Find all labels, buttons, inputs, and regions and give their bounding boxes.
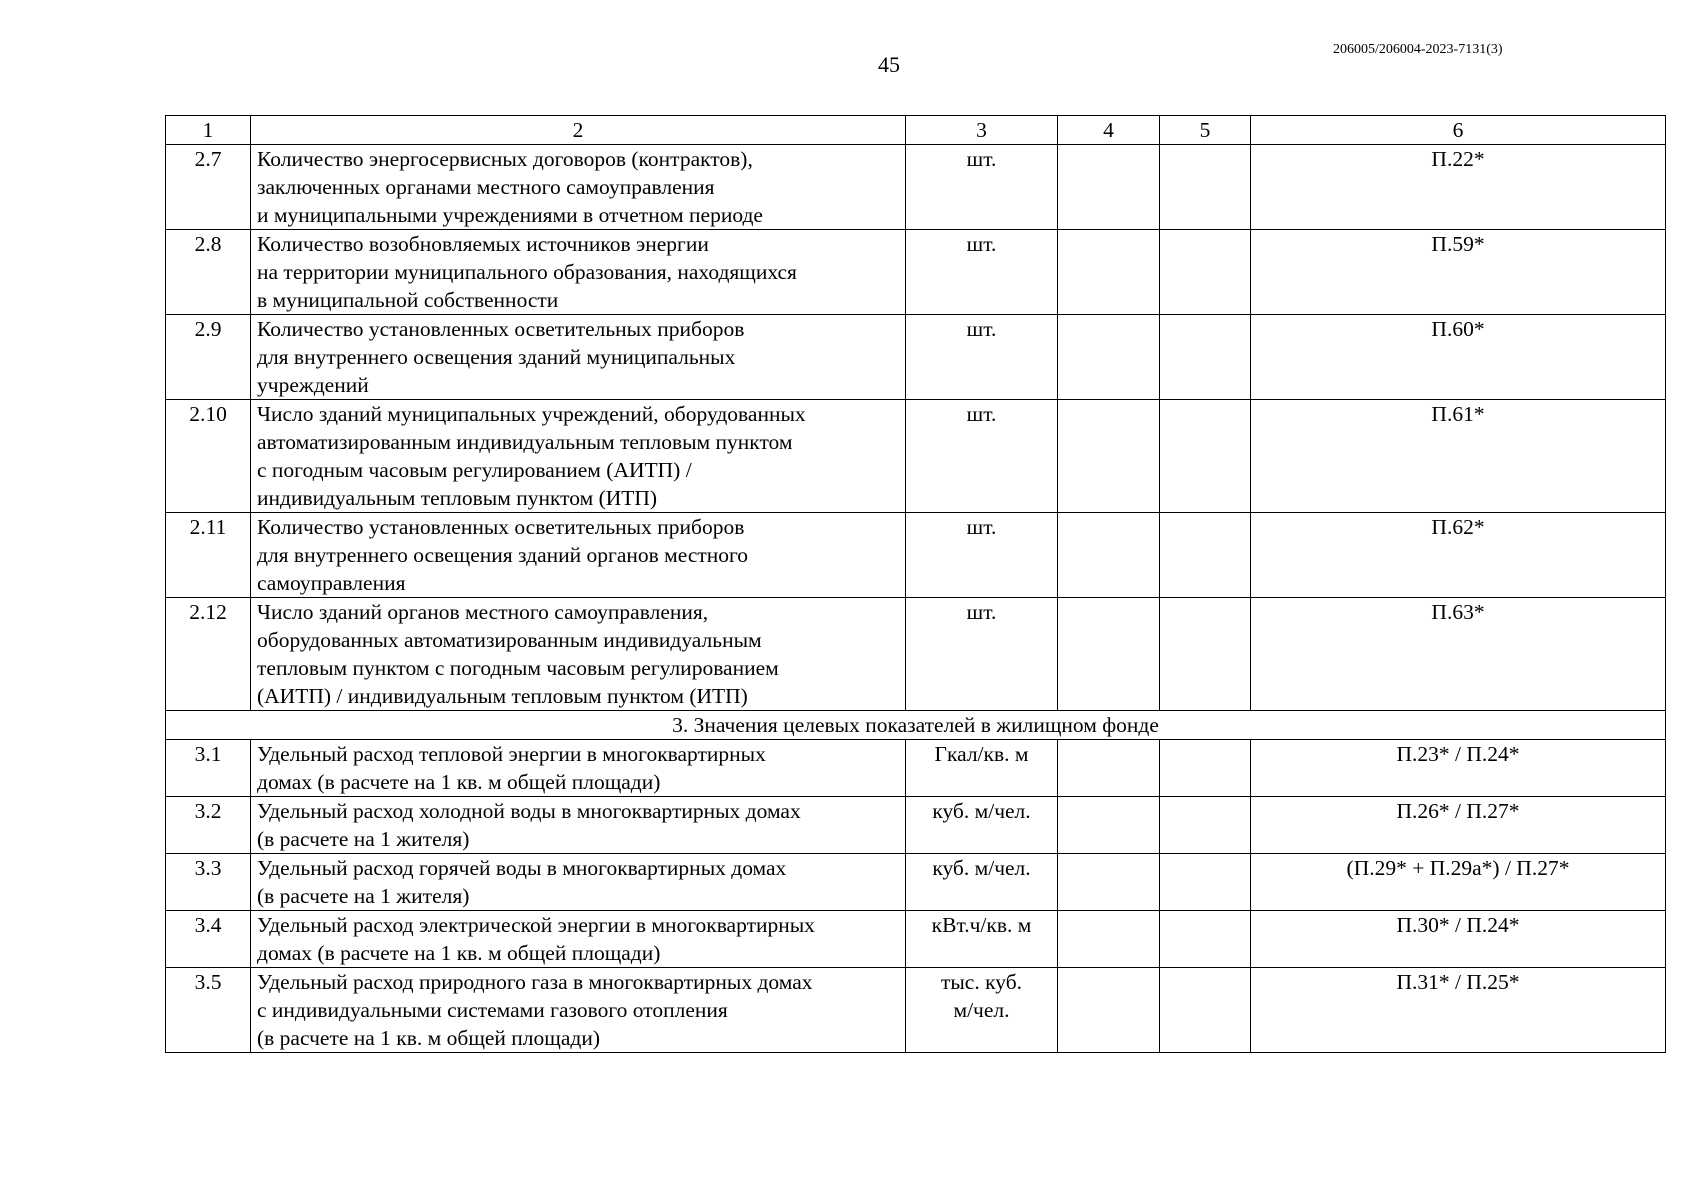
indicator-name-line: самоуправления: [257, 571, 406, 595]
value-cell-col4: [1058, 598, 1160, 711]
formula-cell: П.22*: [1251, 145, 1666, 230]
indicator-name-line: Число зданий органов местного самоуправления,: [257, 600, 709, 624]
section-heading-row: [166, 711, 1666, 740]
table-row: [166, 854, 1666, 911]
indicator-name-line: оборудованных автоматизированным индивидуальным: [257, 628, 762, 652]
unit-cell: [906, 968, 1058, 1053]
value-cell-col4: [1058, 968, 1160, 1053]
indicator-name-cell: [251, 740, 906, 797]
formula-cell: П.63*: [1251, 598, 1666, 711]
table-row: [166, 145, 1666, 230]
value-cell-col4: [1058, 797, 1160, 854]
value-cell-col5: [1160, 911, 1251, 968]
indicator-name-line: автоматизированным индивидуальным тепловым пунктом: [257, 430, 793, 454]
formula-cell: П.60*: [1251, 315, 1666, 400]
value-cell-col4: [1058, 400, 1160, 513]
indicator-name-line: Удельный расход тепловой энергии в многоквартирных: [257, 742, 766, 766]
unit-line: кВт.ч/кв. м: [931, 913, 1032, 937]
column-number-3: 3: [906, 116, 1058, 145]
value-cell-col4: [1058, 740, 1160, 797]
indicator-name-line: (в расчете на 1 кв. м общей площади): [257, 1026, 600, 1050]
indicator-name-line: в муниципальной собственности: [257, 288, 559, 312]
value-cell-col5: [1160, 740, 1251, 797]
indicator-name-line: Количество энергосервисных договоров (контрактов),: [257, 147, 753, 171]
column-number-2: 2: [251, 116, 906, 145]
indicator-name-cell: [251, 598, 906, 711]
table-row: [166, 315, 1666, 400]
indicator-name-line: для внутреннего освещения зданий органов местного: [257, 543, 749, 567]
table-row: [166, 797, 1666, 854]
value-cell-col5: [1160, 230, 1251, 315]
row-number-cell: 2.7: [166, 145, 251, 230]
row-number-cell: 3.5: [166, 968, 251, 1053]
indicator-name-line: Количество возобновляемых источников энергии: [257, 232, 709, 256]
unit-cell: [906, 145, 1058, 230]
indicator-name-line: с погодным часовым регулированием (АИТП) /: [257, 458, 692, 482]
indicator-name-line: (в расчете на 1 жителя): [257, 827, 470, 851]
unit-line: Гкал/кв. м: [934, 742, 1029, 766]
document-id: 206005/206004-2023-7131(3): [1333, 42, 1503, 57]
indicator-name-line: индивидуальным тепловым пунктом (ИТП): [257, 486, 658, 510]
indicator-name-line: тепловым пунктом с погодным часовым регулированием: [257, 656, 779, 680]
indicator-name-line: Удельный расход электрической энергии в многоквартирных: [257, 913, 815, 937]
table-row: [166, 400, 1666, 513]
value-cell-col5: [1160, 598, 1251, 711]
indicator-name-line: и муниципальными учреждениями в отчетном периоде: [257, 203, 763, 227]
unit-cell: [906, 315, 1058, 400]
value-cell-col5: [1160, 400, 1251, 513]
table-row: [166, 513, 1666, 598]
table-row: [166, 968, 1666, 1053]
formula-cell: П.61*: [1251, 400, 1666, 513]
indicator-name-line: (АИТП) / индивидуальным тепловым пунктом (ИТП): [257, 684, 748, 708]
indicator-name-cell: [251, 911, 906, 968]
indicator-name-line: Удельный расход природного газа в многоквартирных домах: [257, 970, 813, 994]
unit-line: шт.: [966, 317, 997, 341]
formula-cell: П.23* / П.24*: [1251, 740, 1666, 797]
indicator-name-line: Удельный расход холодной воды в многоквартирных домах: [257, 799, 801, 823]
formula-cell: П.30* / П.24*: [1251, 911, 1666, 968]
value-cell-col4: [1058, 911, 1160, 968]
unit-line: шт.: [966, 515, 997, 539]
indicator-name-cell: [251, 854, 906, 911]
value-cell-col5: [1160, 315, 1251, 400]
indicator-name-cell: [251, 797, 906, 854]
row-number-cell: 2.8: [166, 230, 251, 315]
indicator-name-line: (в расчете на 1 жителя): [257, 884, 470, 908]
row-number-cell: 2.12: [166, 598, 251, 711]
value-cell-col4: [1058, 230, 1160, 315]
unit-line: куб. м/чел.: [932, 856, 1031, 880]
row-number-cell: 3.4: [166, 911, 251, 968]
section-heading: 3. Значения целевых показателей в жилищном фонде: [166, 711, 1666, 740]
value-cell-col4: [1058, 145, 1160, 230]
value-cell-col5: [1160, 968, 1251, 1053]
formula-cell: П.62*: [1251, 513, 1666, 598]
row-number-cell: 2.9: [166, 315, 251, 400]
row-number-cell: 3.2: [166, 797, 251, 854]
column-number-row: [166, 116, 1666, 145]
unit-line: тыс. куб.: [940, 970, 1023, 994]
unit-line: шт.: [966, 232, 997, 256]
value-cell-col4: [1058, 315, 1160, 400]
indicator-name-line: заключенных органами местного самоуправления: [257, 175, 715, 199]
indicator-name-line: Количество установленных осветительных приборов: [257, 317, 745, 341]
indicator-name-line: домах (в расчете на 1 кв. м общей площади): [257, 770, 661, 794]
unit-line: шт.: [966, 600, 997, 624]
indicator-name-line: Удельный расход горячей воды в многоквартирных домах: [257, 856, 787, 880]
unit-line: шт.: [966, 147, 997, 171]
column-number-5: 5: [1160, 116, 1251, 145]
indicator-name-cell: [251, 513, 906, 598]
unit-line: шт.: [966, 402, 997, 426]
indicator-name-line: домах (в расчете на 1 кв. м общей площади): [257, 941, 661, 965]
value-cell-col5: [1160, 513, 1251, 598]
row-number-cell: 2.11: [166, 513, 251, 598]
formula-cell: (П.29* + П.29а*) / П.27*: [1251, 854, 1666, 911]
indicator-name-line: учреждений: [257, 373, 369, 397]
value-cell-col5: [1160, 145, 1251, 230]
row-number-cell: 3.3: [166, 854, 251, 911]
table-row: [166, 230, 1666, 315]
indicator-name-cell: [251, 400, 906, 513]
unit-cell: [906, 854, 1058, 911]
value-cell-col5: [1160, 797, 1251, 854]
unit-cell: [906, 740, 1058, 797]
unit-line: куб. м/чел.: [932, 799, 1031, 823]
indicator-name-cell: [251, 230, 906, 315]
column-number-4: 4: [1058, 116, 1160, 145]
unit-cell: [906, 797, 1058, 854]
indicator-name-cell: [251, 315, 906, 400]
indicators-table: [165, 115, 1666, 1053]
value-cell-col5: [1160, 854, 1251, 911]
unit-cell: [906, 400, 1058, 513]
indicator-name-cell: [251, 968, 906, 1053]
indicator-name-line: Число зданий муниципальных учреждений, оборудованных: [257, 402, 806, 426]
table-row: [166, 598, 1666, 711]
row-number-cell: 2.10: [166, 400, 251, 513]
indicator-name-line: с индивидуальными системами газового отопления: [257, 998, 728, 1022]
formula-cell: П.26* / П.27*: [1251, 797, 1666, 854]
page-number: 45: [878, 52, 900, 77]
column-number-6: 6: [1251, 116, 1666, 145]
row-number-cell: 3.1: [166, 740, 251, 797]
table-row: [166, 740, 1666, 797]
value-cell-col4: [1058, 513, 1160, 598]
indicator-name-line: для внутреннего освещения зданий муниципальных: [257, 345, 736, 369]
unit-cell: [906, 598, 1058, 711]
indicator-name-line: на территории муниципального образования, находящихся: [257, 260, 797, 284]
formula-cell: П.31* / П.25*: [1251, 968, 1666, 1053]
value-cell-col4: [1058, 854, 1160, 911]
table-row: [166, 911, 1666, 968]
indicator-name-cell: [251, 145, 906, 230]
indicator-name-line: Количество установленных осветительных приборов: [257, 515, 745, 539]
column-number-1: 1: [166, 116, 251, 145]
unit-cell: [906, 230, 1058, 315]
unit-cell: [906, 513, 1058, 598]
formula-cell: П.59*: [1251, 230, 1666, 315]
unit-cell: [906, 911, 1058, 968]
table-body: [166, 116, 1666, 1053]
unit-line: м/чел.: [953, 998, 1010, 1022]
